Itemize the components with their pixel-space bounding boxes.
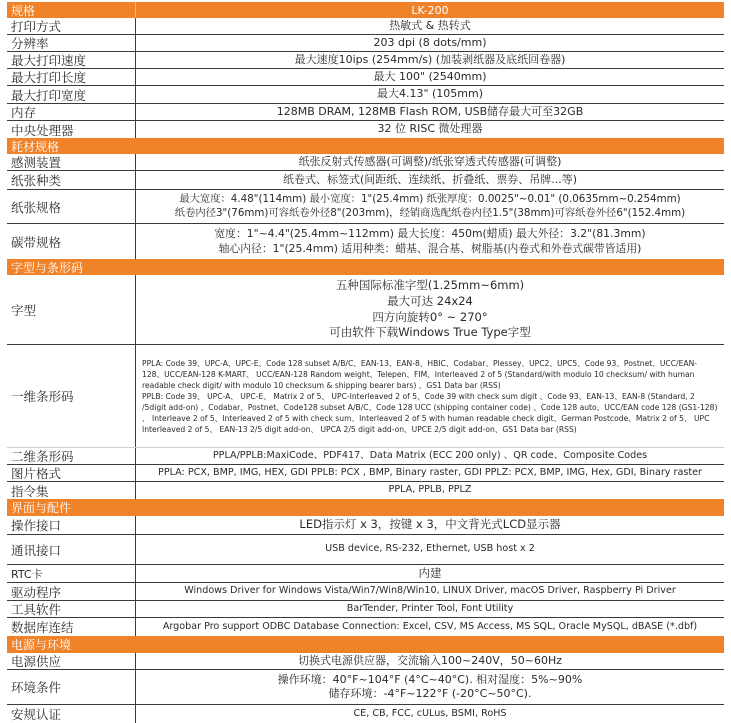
row-value: 切换式电源供应器，交流输入100~240V，50~60Hz — [298, 653, 562, 667]
row-label: 碳带规格 — [7, 224, 136, 259]
spec-row-environment — [7, 670, 724, 705]
row-value — [136, 345, 724, 447]
row-label: 分辨率 — [7, 35, 136, 51]
row-value: Windows Driver for Windows Vista/Win7/Win8/Win10, LINUX Driver, macOS Driver, Raspberry Pi Driver — [184, 585, 676, 597]
section-title: 字型与条形码 — [11, 260, 84, 275]
row-label: 感测装置 — [7, 154, 136, 170]
row-value — [136, 224, 724, 259]
value-line: 操作环境：40°F~104°F (4°C~40°C). 相对湿度：5%~90% — [277, 672, 583, 686]
spec-row-safety — [7, 705, 724, 723]
value-line: 五种国际标准字型(1.25mm~6mm) — [335, 278, 525, 293]
row-value: 203 dpi (8 dots/mm) — [373, 35, 487, 49]
spec-row-graphics — [7, 465, 724, 482]
row-label: 环境条件 — [7, 670, 136, 704]
value-line: 轴心内径：1"(25.4mm) 适用种类：蜡基、混合基、树脂基(内卷式和外卷式碳带皆适用) — [218, 241, 642, 255]
row-value: 最大4.13" (105mm) — [376, 87, 484, 101]
spec-row-print-method — [7, 18, 724, 35]
row-label: 纸张种类 — [7, 171, 136, 189]
section-title: 界面与配件 — [11, 501, 72, 515]
header-label: 规格 — [7, 2, 136, 18]
ppla-barcodes: PPLA: Code 39、UPC-A、UPC-E、Code 128 subset A/B/C、EAN-13、EAN-8、HBIC、Codabar、Plessey、UPC2、UPC5、Code 93、Postnet、UCC/EAN-128、UCC/EAN-128 K-MART、 UCC/EAN-128 Random weight、Telepen、FIM、Interleaved 2 of 5 (Standard/with modulo 10 checksum/ with human readable check digit/ with modulo 10 checksum & shipping bearer bars) 、GS1 Data bar (RSS) — [142, 358, 697, 390]
row-label: 安规认证 — [7, 705, 136, 723]
section-title: 电源与环境 — [11, 638, 72, 652]
table-header — [7, 2, 724, 18]
spec-row-max-width — [7, 86, 724, 104]
spec-row-sensor — [7, 154, 724, 171]
spec-row-ribbon-spec — [7, 224, 724, 259]
row-label: 操作接口 — [7, 516, 136, 534]
row-value: Argobar Pro support ODBC Database Connection: Excel, CSV, MS Access, MS SQL, Oracle MySQL, dBASE (*.dbf) — [162, 620, 698, 632]
value-line: 四方向旋转0° ~ 270° — [372, 309, 488, 324]
row-value: 最大速度10ips (254mm/s) (加装剥纸器及底纸回卷器) — [294, 52, 566, 66]
row-label: 字型 — [7, 275, 136, 344]
spec-row-communication — [7, 535, 724, 565]
row-value — [136, 670, 724, 704]
section-header-fonts — [7, 259, 724, 275]
row-value — [136, 190, 724, 223]
row-value: 纸卷式、标签式(间距纸、连续纸、折叠纸、票券、吊牌...等) — [282, 172, 578, 186]
spec-row-driver — [7, 583, 724, 601]
row-value: 128MB DRAM, 128MB Flash ROM, USB储存最大可至32GB — [276, 104, 584, 118]
spec-table — [7, 2, 724, 723]
spec-row-max-speed — [7, 52, 724, 69]
model-name: LK-200 — [411, 3, 449, 17]
section-title: 耗材规格 — [11, 139, 60, 154]
row-label: 中央处理器 — [7, 121, 136, 138]
row-label: 一维条形码 — [7, 345, 136, 447]
row-label: 指令集 — [7, 482, 136, 499]
row-label: 打印方式 — [7, 18, 136, 34]
value-line: 储存环境：-4°F~122°F (-20°C~50°C). — [328, 687, 532, 700]
section-header-media — [7, 138, 724, 154]
spec-row-fonts — [7, 275, 724, 345]
pplb-barcodes: PPLB: Code 39、 UPC-A、 UPC-E、 Matrix 2 of 5、 UPC-Interleaved 2 of 5、Code 39 with check sum digit 、Code 93、EAN-13、EAN-8 (Standard, 2 /5digit add-on) 、Codabar、Postnet、Code128 subset A/B/C、Code 128 UCC (shipping container code) 、Code 128 auto、UCC/EAN code 128 (GS1-128) 、 Interleave 2 of 5、Interleaved 2 of 5 with check sum、Interleaved 2 of 5 with human readable check digit、German Postcode、Matrix 2 of 5、 UPC Interleaved 2 of 5、 EAN-13 2/5 digit add-on、 UPCA 2/5 digit add-on、UPCE 2/5 digit add-on、GS1 Data bar (RSS) — [142, 391, 718, 434]
spec-row-resolution — [7, 35, 724, 52]
row-label: 最大打印速度 — [7, 52, 136, 68]
section-header-power — [7, 636, 724, 653]
row-label: 内存 — [7, 104, 136, 120]
row-label: 工具软件 — [7, 601, 136, 617]
spec-row-power-supply — [7, 653, 724, 670]
value-line: 最大宽度：4.48"(114mm) 最小宽度：1"(25.4mm) 纸张厚度：0.0025"~0.01" (0.0635mm~0.254mm) — [179, 193, 681, 206]
spec-row-operation — [7, 516, 724, 535]
row-label: 图片格式 — [7, 465, 136, 481]
value-line: 最大可达 24x24 — [387, 293, 473, 308]
value-line: 宽度：1"~4.4"(25.4mm~112mm) 最大长度：450m(蜡质) 最大外径：3.2"(81.3mm) — [214, 227, 646, 241]
section-header-interface — [7, 499, 724, 516]
row-value — [136, 275, 724, 344]
spec-row-emulation — [7, 482, 724, 499]
spec-row-media-spec — [7, 190, 724, 224]
spec-row-1d-barcode — [7, 345, 724, 448]
row-label: 数据库连结 — [7, 618, 136, 636]
row-label: RTC卡 — [7, 565, 136, 582]
row-label: 最大打印宽度 — [7, 86, 136, 103]
spec-row-2d-barcode — [7, 448, 724, 465]
spec-row-database — [7, 618, 724, 636]
row-value: 热敏式 & 热转式 — [389, 18, 471, 32]
row-label: 电源供应 — [7, 653, 136, 669]
row-value: 纸张反射式传感器(可调整)/纸张穿透式传感器(可调整) — [298, 154, 562, 168]
spec-row-software — [7, 601, 724, 618]
row-label: 最大打印长度 — [7, 69, 136, 85]
value-line: 可由软件下载Windows True Type字型 — [329, 325, 531, 340]
spec-row-media-type — [7, 171, 724, 190]
row-value: PPLA/PPLB:MaxiCode、PDF417、Data Matrix (ECC 200 only) 、QR code、Composite Codes — [212, 449, 648, 461]
row-label: 通讯接口 — [7, 535, 136, 564]
value-line: 纸卷内径3"(76mm)可容纸卷外径8"(203mm)，经销商选配纸卷内径1.5"(38mm)可容纸卷外径6"(152.4mm) — [174, 206, 686, 219]
spec-row-max-length — [7, 69, 724, 86]
row-value: CE, CB, FCC, cULus, BSMI, RoHS — [353, 707, 507, 719]
spec-row-rtc — [7, 565, 724, 583]
row-label: 纸张规格 — [7, 190, 136, 223]
spec-row-memory — [7, 104, 724, 121]
row-value: 32 位 RISC 微处理器 — [377, 122, 483, 136]
row-value: 最大 100" (2540mm) — [373, 69, 487, 83]
row-value: PPLA: PCX, BMP, IMG, HEX, GDI PPLB: PCX , BMP, Binary raster, GDI PPLZ: PCX, BMP, IMG, Hex, GDI, Binary raster — [158, 466, 702, 478]
row-value: 内建 — [418, 565, 442, 580]
row-value: BarTender, Printer Tool, Font Utility — [346, 602, 514, 614]
row-value: LED指示灯 x 3，按键 x 3，中文背光式LCD显示器 — [299, 517, 561, 532]
spec-row-cpu — [7, 121, 724, 138]
row-value: USB device, RS-232, Ethernet, USB host x 2 — [325, 543, 535, 555]
row-value: PPLA, PPLB, PPLZ — [388, 484, 472, 496]
row-label: 二维条形码 — [7, 448, 136, 464]
row-label: 驱动程序 — [7, 583, 136, 600]
